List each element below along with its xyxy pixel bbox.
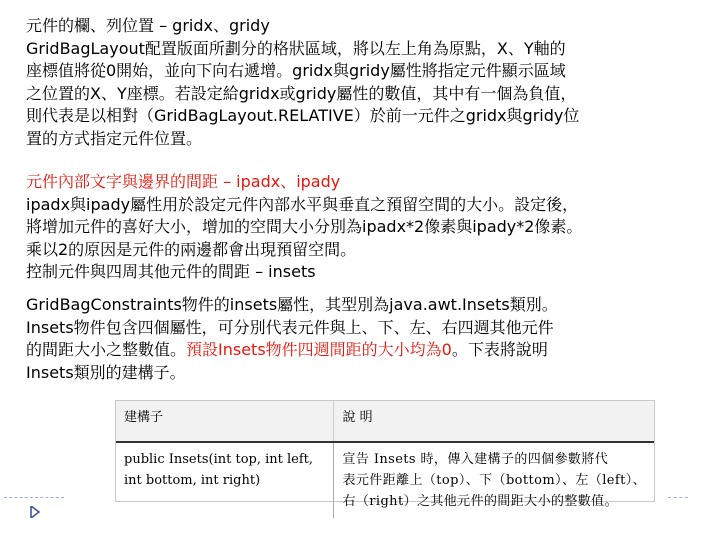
- paragraph-line: 元件的欄、列位置 – gridx、gridy: [26, 16, 270, 35]
- constructor-table: [115, 400, 655, 509]
- paragraph-line: GridBagLayout配置版面所劃分的格狀區域，將以左上角為原點，X、Y軸的: [26, 38, 566, 58]
- insets-table: [116, 401, 654, 518]
- description-line: 右（right）之其他元件的間距大小的整數值。: [342, 494, 618, 509]
- triangle-marker-icon: [30, 506, 40, 518]
- table-header-row: [116, 401, 654, 442]
- paragraph-line: 乘以2的原因是元件的兩邊都會出現預留空間。: [26, 239, 357, 259]
- header-constructor: 建構子: [116, 401, 334, 442]
- description-line: 宣告 Insets 時，傳入建構子的四個參數將代: [342, 452, 609, 467]
- paragraph-line: 控制元件與四周其他元件的間距 – insets: [26, 262, 316, 281]
- paragraph-line: Insets物件包含四個屬性，可分別代表元件與上、下、左、右四週其他元件: [26, 317, 554, 337]
- highlight-text-red: 預設Insets物件四週間距的大小均為0: [186, 340, 452, 359]
- code-line: public Insets(int top, int left,: [124, 452, 314, 467]
- text-run: 。下表將說明: [451, 340, 548, 359]
- header-description: 說 明: [334, 401, 654, 442]
- table-row: [116, 442, 654, 518]
- paragraph-line: Insets類別的建構子。: [26, 362, 186, 382]
- section-grid-position: [26, 15, 698, 150]
- description-line: 表元件距離上（top）、下（bottom）、左（left）、: [342, 473, 646, 488]
- paragraph-line: ipadx與ipady屬性用於設定元件內部水平與垂直之預留空間的大小。設定後，: [26, 194, 579, 214]
- cell-description: [334, 442, 654, 518]
- text-run: 的間距大小之整數值。: [26, 340, 187, 359]
- divider-line-right: [668, 497, 688, 498]
- paragraph-line: 置的方式指定元件位置。: [26, 128, 203, 148]
- paragraph-line-mixed: [26, 339, 698, 362]
- code-line: int bottom, int right): [124, 473, 261, 488]
- section-insets: [26, 294, 698, 384]
- divider-line-left: [4, 497, 64, 498]
- paragraph-line: 之位置的X、Y座標。若設定給gridx或gridy屬性的數值，其中有一個為負值，: [26, 83, 577, 103]
- section-heading-red: 元件內部文字與邊界的間距 – ipadx、ipady: [26, 172, 341, 191]
- section-ipad: [26, 171, 698, 284]
- paragraph-line: 座標值將從0開始，並向下向右遞增。gridx與gridy屬性將指定元件顯示區域: [26, 61, 566, 80]
- paragraph-line: 將增加元件的喜好大小，增加的空間大小分別為ipadx*2像素與ipady*2像素。: [26, 217, 583, 236]
- paragraph-line: GridBagConstraints物件的insets屬性，其型別為java.awt.Insets類別。: [26, 295, 558, 314]
- paragraph-line: 則代表是以相對（GridBagLayout.RELATIVE）於前一元件之gridx與gridy位: [26, 106, 580, 125]
- cell-constructor: [116, 442, 334, 518]
